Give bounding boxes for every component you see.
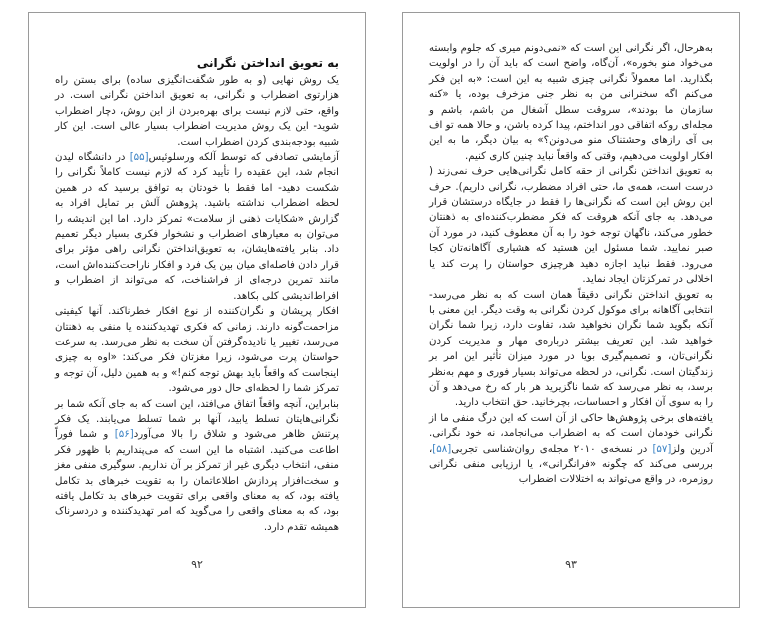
paragraph-text: در نسخه‌ی ۲۰۱۰ مجله‌ی روان‌شناسی تجربی xyxy=(451,443,653,455)
paragraph-text: بنابراین، آنچه واقعاً اتفاق می‌افتد، این است که به جای آنکه شما بر نگرانی‌هایتان تسلط یابید، آنها بر شما تسلط می‌یابند. یک فکر پرتنش ظاهر می‌شود و شلاق را بالا می‌آورد xyxy=(55,398,339,441)
right-book-page xyxy=(402,12,740,608)
paragraph xyxy=(429,411,713,488)
page-number: ۹۳ xyxy=(565,558,577,571)
paragraph-text: در دانشگاه لیدن انجام شد، این عقیده را تأیید کرد که لازم نیست کاملاً نگرانی را شکست دهید- اما فقط با خودتان به توافق برسید که در همین لحظه اضطراب نداشته باشید. پژوهش آلش بر تمایل افراد به گزارش «شکایات ذهنی از سلامت» تمرکز دارد. اما این اندیشه را می‌توان به معیارهای اضطراب و نشخوار فکری بسیار دیگر تعمیم داد. بنابر یافته‌هایشان، به تعویق‌انداختن نگرانی راهی مؤثر برای قرار دادن فاصله‌ای میان بین یک فرد و افکار ناراحت‌کننده‌اش است، مانند تمرین درجه‌ای از فراشناخت، که می‌تواند از اضطراب و افراط‌اندیشی کلی بکاهد. xyxy=(55,152,339,302)
paragraph-text: یافته‌های برخی پژوهش‌ها حاکی از آن است که این درگ منفی ما از نگرانی خودمان است که به اضطراب می‌انجامد، نه خود نگرانی. آدرین ولز xyxy=(429,412,714,455)
paragraph: افکار پریشان و نگران‌کننده از نوع افکار خطرناکند. آنها کیفیتی مزاحمت‌گونه دارند. زمانی که فکری تهدیدکننده یا منفی به ذهنتان می‌رسد، تغییر یا نادیده‌گرفتن آن سخت به نظر می‌رسد. به سرعت حواستان پرت می‌شود، زیرا مغزتان فکر می‌کند: «اوه به چیزی اینجاست که واقعاً باید بهش توجه کنم!» و به همین دلیل، آن توجه و تمرکز شما را لحظه‌ای حال دور می‌شود. xyxy=(55,306,339,395)
paragraph: یک روش نهایی (و به طور شگفت‌انگیزی ساده) برای بستن راه هزارتوی اضطراب و نگرانی، به تعویق انداختن نگرانی است. در واقع، حتی لازم نیست برای بهره‌بردن از این روش، دچار اضطراب شوید- این یک روش مدیریت اضطراب بسیار عالی است. این کار شبیه بودجه‌بندی کردن اضطراب است. xyxy=(55,75,339,148)
paragraph xyxy=(55,397,339,536)
right-page-body xyxy=(429,41,713,488)
footnote-link[interactable]: [۵۶] xyxy=(114,429,134,441)
paragraph-text: و شما فوراً اطاعت می‌کنید. اشتباه ما این است که می‌پنداریم با ظهور فکر منفی، انتخاب دیگری غیر از تمرکز بر آن نداریم. سوگیری منفی مغز و سخت‌افزار پردازش اطلاعاتمان را به تقویت خبرهای بد تکامل یافته بود، که به معنای واقعی برای تقویت خبرهای بد تکامل یافته بود، که به معنای واقعی را می‌گوید که امر تهدیدکننده و دردسرناک همیشه تقدم دارد. xyxy=(55,429,339,533)
paragraph: به تعویق انداختن نگرانی از حقه کامل نگرانی‌هایی حرف نمی‌زند ( درست است، همه‌ی ما، حتی افراد مضطرب، نگرانی داریم). حرف این روش این است که نگرانی‌ها را فقط در جایگاه درستشان قرار می‌دهد. به جای آنکه هروقت که فکر مضطرب‌کننده‌ای به ذهنتان خطور می‌کند، ناگهان توجه خود را به آن معطوف کنید، در مورد آن صبر نمایید. شما مسئول این هستید که هشیاری آگاهانه‌تان کجا می‌رود. فقط نباید اجازه دهید هرچیزی حواستان را پرت کند یا اخلالی در تمرکزتان ایجاد نماید. xyxy=(429,166,713,286)
section-heading: به تعویق انداختن نگرانی xyxy=(196,56,339,70)
paragraph: به تعویق انداختن نگرانی دقیقاً همان است که به نظر می‌رسد- انتخابی آگاهانه برای موکول کردن نگرانی به وقت دیگر. این معنی با آنکه بگوید شما نگران نخواهید شد، تفاوت دارد، زیرا شما نگران خواهید شد. این تعریف بیشتر درباره‌ی مهار و مدیریت کردن نگرانی‌تان، و تصمیم‌گیری بویا در مورد میزان تأثیر این امر بر زندگیتان است. نگرانی، در لحظه می‌تواند بسیار فوری و مهم به‌نظر برسد، به نظر می‌رسد که شما ناگزیرید هر بار که رخ می‌دهد و آن را به سوی آن افکار و احساسات، بچرخانید. حق انتخاب دارید. xyxy=(429,289,713,409)
left-page-body xyxy=(55,55,339,535)
paragraph: به‌هرحال، اگر نگرانی این است که «نمی‌دونم میری که جلوم وابسته می‌خواد منو بخوره»، آن‌گاه، واضح است که باید آن را در اولویت بگذارید. اما معمولاً نگرانی چیزی شبیه به این است: «به این فکر می‌کنم اگه سخنرانی من به نظر جنی مزخرف بوده، یا «کنه سازمان ما بودند»، سروقت سطل آشغال من باشم، باشم و مجله‌ای روکه اتفاقی دور انداختم، پیدا کرده باشن، و حالا همه تو اف بی آی رازهای وحشتناک منو می‌دونن؟» به بیان دیگر، ما به این افکار اولویت می‌دهیم، وقتی که واقعاً نباید چنین کاری کنیم. xyxy=(429,43,713,162)
paragraph xyxy=(55,150,339,304)
paragraph-text: ، بررسی می‌کند که چگونه «فرانگرانی»، یا ارزیابی منفی نگرانی روزمره، در واقع می‌تواند به اختلالات اضطراب xyxy=(429,443,713,486)
page-number: ۹۲ xyxy=(191,558,203,571)
paragraph-text: آزمایشی تصادفی که توسط آلکه ورسلوئیس xyxy=(148,152,339,164)
footnote-link[interactable]: [۵۸] xyxy=(432,443,452,455)
footnote-link[interactable]: [۵۵] xyxy=(129,152,149,164)
left-book-page xyxy=(28,12,366,608)
footnote-link[interactable]: [۵۷] xyxy=(652,443,672,455)
